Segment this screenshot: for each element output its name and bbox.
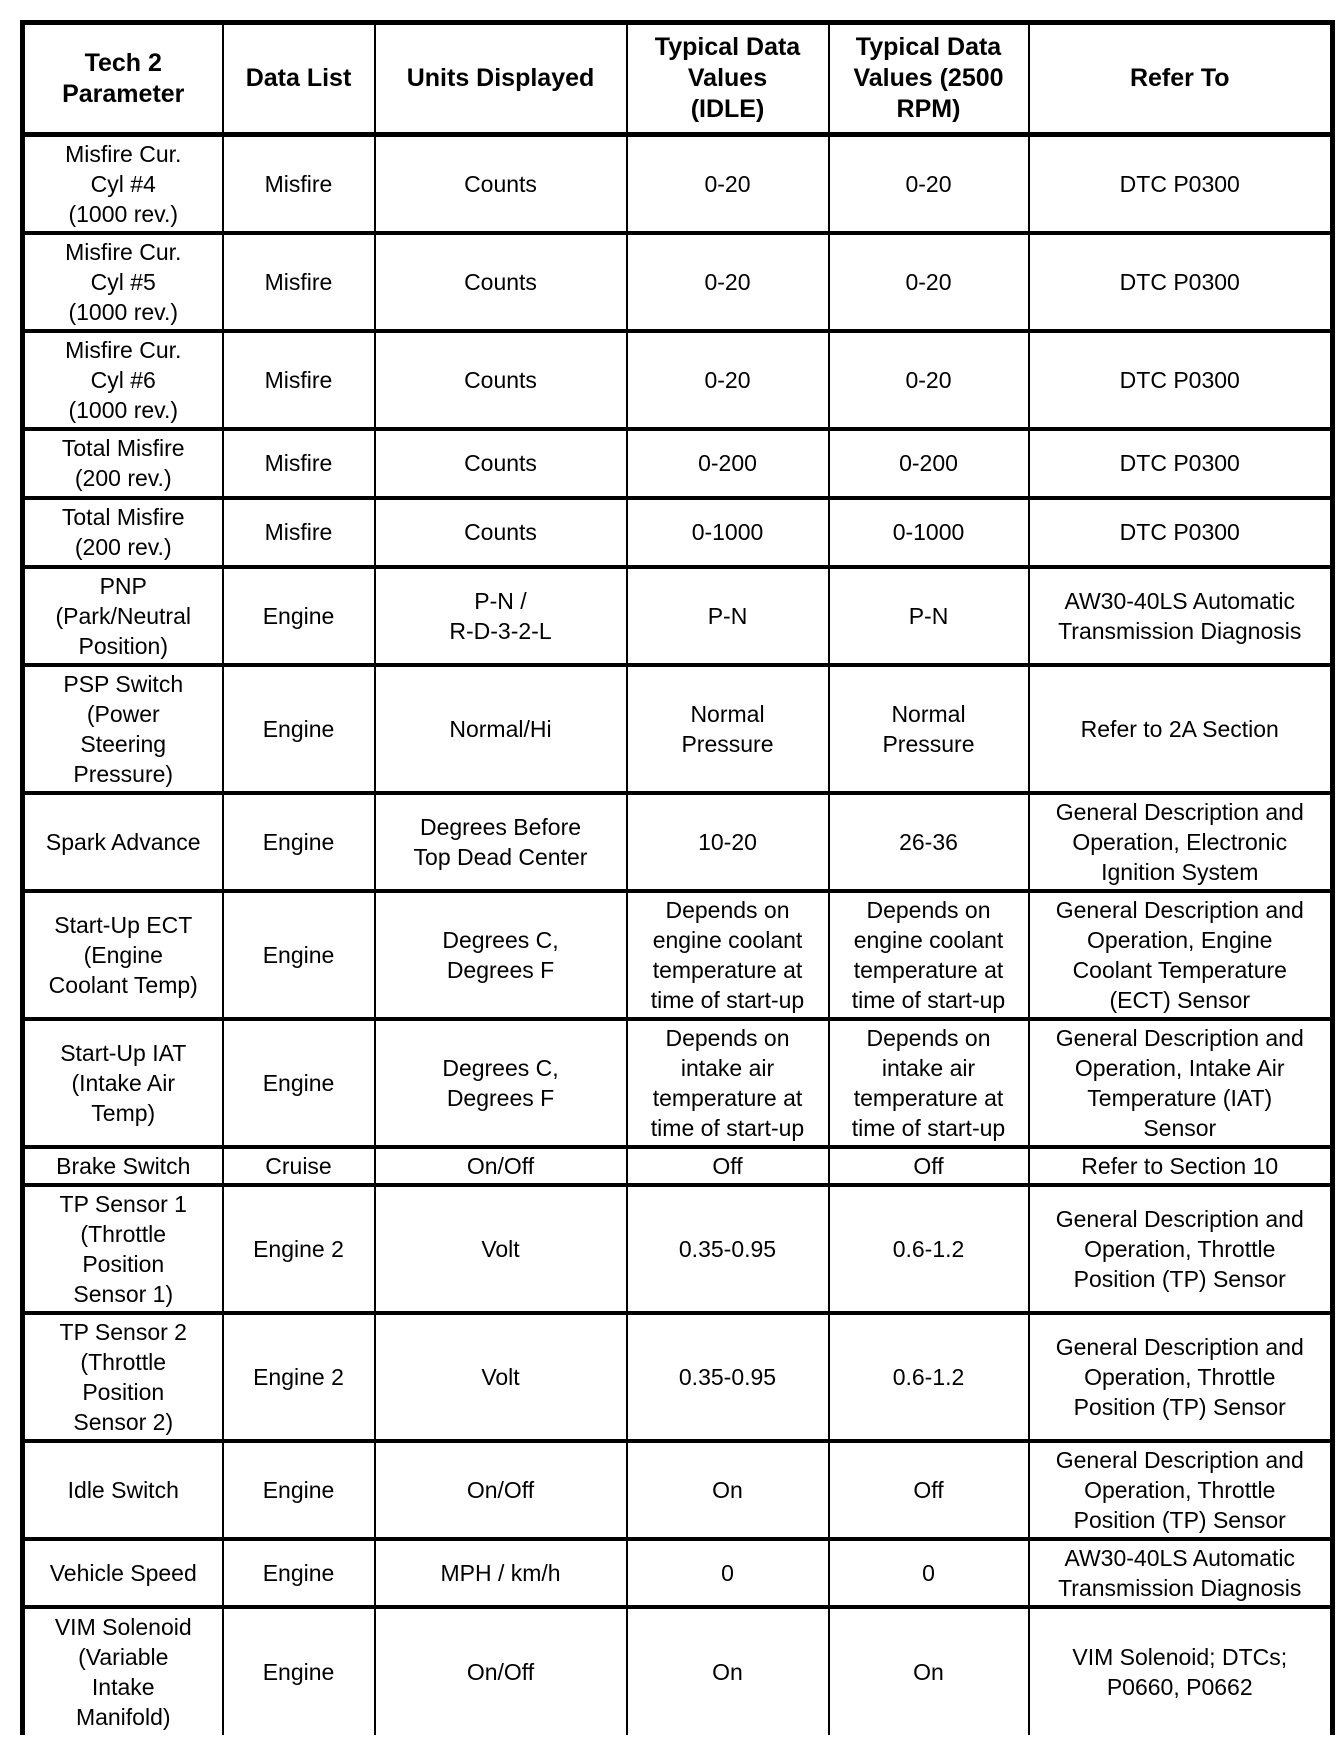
cell-idle: Off	[627, 1147, 829, 1185]
cell-units: Counts	[375, 429, 627, 498]
cell-units: On/Off	[375, 1147, 627, 1185]
cell-parameter: Brake Switch	[23, 1147, 223, 1185]
cell-data-list: Misfire	[223, 233, 375, 331]
cell-units: On/Off	[375, 1441, 627, 1539]
cell-refer-to: DTC P0300	[1029, 429, 1333, 498]
cell-units: Normal/Hi	[375, 665, 627, 793]
cell-data-list: Engine	[223, 793, 375, 891]
cell-units: Counts	[375, 233, 627, 331]
cell-parameter: Vehicle Speed	[23, 1539, 223, 1607]
cell-refer-to: General Description and Operation, Engine Coolant Temperature (ECT) Sensor	[1029, 891, 1333, 1019]
cell-idle: 0-20	[627, 233, 829, 331]
table-header-row	[23, 23, 1333, 135]
cell-data-list: Engine 2	[223, 1185, 375, 1313]
cell-refer-to: DTC P0300	[1029, 135, 1333, 233]
cell-data-list: Misfire	[223, 498, 375, 567]
cell-refer-to: Refer to 2A Section	[1029, 665, 1333, 793]
tech2-parameter-table	[20, 20, 1335, 1735]
cell-units: P-N / R-D-3-2-L	[375, 567, 627, 665]
cell-idle: 0.35-0.95	[627, 1313, 829, 1441]
table-row	[23, 665, 1333, 793]
cell-2500rpm: Depends on intake air temperature at time of start-up	[829, 1019, 1029, 1147]
cell-parameter: TP Sensor 2 (Throttle Position Sensor 2)	[23, 1313, 223, 1441]
header-units-displayed: Units Displayed	[375, 23, 627, 135]
cell-idle: 10-20	[627, 793, 829, 891]
cell-units: MPH / km/h	[375, 1539, 627, 1607]
cell-data-list: Engine	[223, 665, 375, 793]
cell-data-list: Engine	[223, 891, 375, 1019]
table-row	[23, 1607, 1333, 1735]
cell-idle: 0.35-0.95	[627, 1185, 829, 1313]
cell-parameter: Misfire Cur. Cyl #6 (1000 rev.)	[23, 331, 223, 429]
cell-data-list: Engine	[223, 1019, 375, 1147]
cell-parameter: PNP (Park/Neutral Position)	[23, 567, 223, 665]
table-row	[23, 429, 1333, 498]
cell-data-list: Engine	[223, 1607, 375, 1735]
cell-idle: On	[627, 1441, 829, 1539]
cell-refer-to: General Description and Operation, Throttle Position (TP) Sensor	[1029, 1185, 1333, 1313]
cell-units: On/Off	[375, 1607, 627, 1735]
cell-refer-to: General Description and Operation, Intake Air Temperature (IAT) Sensor	[1029, 1019, 1333, 1147]
cell-idle: Depends on intake air temperature at time of start-up	[627, 1019, 829, 1147]
cell-2500rpm: Off	[829, 1441, 1029, 1539]
cell-2500rpm: P-N	[829, 567, 1029, 665]
table-row	[23, 891, 1333, 1019]
cell-refer-to: Refer to Section 10	[1029, 1147, 1333, 1185]
cell-parameter: TP Sensor 1 (Throttle Position Sensor 1)	[23, 1185, 223, 1313]
cell-refer-to: General Description and Operation, Throttle Position (TP) Sensor	[1029, 1313, 1333, 1441]
cell-parameter: Total Misfire (200 rev.)	[23, 429, 223, 498]
cell-idle: Depends on engine coolant temperature at time of start-up	[627, 891, 829, 1019]
table-row	[23, 498, 1333, 567]
cell-2500rpm: 0-20	[829, 233, 1029, 331]
cell-2500rpm: 0.6-1.2	[829, 1313, 1029, 1441]
cell-2500rpm: 26-36	[829, 793, 1029, 891]
cell-refer-to: General Description and Operation, Throttle Position (TP) Sensor	[1029, 1441, 1333, 1539]
cell-refer-to: DTC P0300	[1029, 331, 1333, 429]
cell-data-list: Engine 2	[223, 1313, 375, 1441]
cell-2500rpm: 0.6-1.2	[829, 1185, 1029, 1313]
header-typical-2500rpm: Typical Data Values (2500 RPM)	[829, 23, 1029, 135]
header-tech2-parameter: Tech 2 Parameter	[23, 23, 223, 135]
table-row	[23, 135, 1333, 233]
cell-refer-to: AW30-40LS Automatic Transmission Diagnosis	[1029, 1539, 1333, 1607]
cell-refer-to: AW30-40LS Automatic Transmission Diagnosis	[1029, 567, 1333, 665]
table-row	[23, 1019, 1333, 1147]
cell-idle: 0	[627, 1539, 829, 1607]
cell-parameter: Misfire Cur. Cyl #5 (1000 rev.)	[23, 233, 223, 331]
cell-refer-to: VIM Solenoid; DTCs; P0660, P0662	[1029, 1607, 1333, 1735]
cell-idle: Normal Pressure	[627, 665, 829, 793]
cell-2500rpm: Depends on engine coolant temperature at time of start-up	[829, 891, 1029, 1019]
cell-2500rpm: On	[829, 1607, 1029, 1735]
cell-units: Degrees C, Degrees F	[375, 891, 627, 1019]
table-row	[23, 567, 1333, 665]
table-row	[23, 233, 1333, 331]
header-data-list: Data List	[223, 23, 375, 135]
cell-2500rpm: Normal Pressure	[829, 665, 1029, 793]
cell-idle: P-N	[627, 567, 829, 665]
cell-units: Counts	[375, 135, 627, 233]
cell-2500rpm: 0-1000	[829, 498, 1029, 567]
cell-parameter: VIM Solenoid (Variable Intake Manifold)	[23, 1607, 223, 1735]
cell-units: Volt	[375, 1185, 627, 1313]
cell-parameter: Total Misfire (200 rev.)	[23, 498, 223, 567]
cell-data-list: Engine	[223, 1441, 375, 1539]
cell-2500rpm: Off	[829, 1147, 1029, 1185]
cell-2500rpm: 0-20	[829, 135, 1029, 233]
cell-idle: 0-200	[627, 429, 829, 498]
cell-2500rpm: 0-20	[829, 331, 1029, 429]
table-row	[23, 793, 1333, 891]
header-typical-idle: Typical Data Values (IDLE)	[627, 23, 829, 135]
cell-parameter: Misfire Cur. Cyl #4 (1000 rev.)	[23, 135, 223, 233]
cell-parameter: Start-Up IAT (Intake Air Temp)	[23, 1019, 223, 1147]
cell-data-list: Engine	[223, 1539, 375, 1607]
cell-data-list: Engine	[223, 567, 375, 665]
cell-idle: 0-20	[627, 135, 829, 233]
header-refer-to: Refer To	[1029, 23, 1333, 135]
cell-units: Counts	[375, 331, 627, 429]
table-row	[23, 331, 1333, 429]
table-row	[23, 1185, 1333, 1313]
cell-refer-to: DTC P0300	[1029, 498, 1333, 567]
cell-parameter: Idle Switch	[23, 1441, 223, 1539]
cell-idle: 0-1000	[627, 498, 829, 567]
table-row	[23, 1539, 1333, 1607]
table-row	[23, 1313, 1333, 1441]
cell-units: Volt	[375, 1313, 627, 1441]
cell-data-list: Misfire	[223, 135, 375, 233]
cell-units: Counts	[375, 498, 627, 567]
cell-parameter: PSP Switch (Power Steering Pressure)	[23, 665, 223, 793]
cell-data-list: Misfire	[223, 429, 375, 498]
cell-units: Degrees Before Top Dead Center	[375, 793, 627, 891]
cell-refer-to: General Description and Operation, Electronic Ignition System	[1029, 793, 1333, 891]
cell-data-list: Misfire	[223, 331, 375, 429]
table-row	[23, 1441, 1333, 1539]
cell-2500rpm: 0-200	[829, 429, 1029, 498]
cell-parameter: Spark Advance	[23, 793, 223, 891]
cell-refer-to: DTC P0300	[1029, 233, 1333, 331]
cell-data-list: Cruise	[223, 1147, 375, 1185]
cell-2500rpm: 0	[829, 1539, 1029, 1607]
cell-idle: On	[627, 1607, 829, 1735]
cell-idle: 0-20	[627, 331, 829, 429]
cell-parameter: Start-Up ECT (Engine Coolant Temp)	[23, 891, 223, 1019]
table-row	[23, 1147, 1333, 1185]
cell-units: Degrees C, Degrees F	[375, 1019, 627, 1147]
